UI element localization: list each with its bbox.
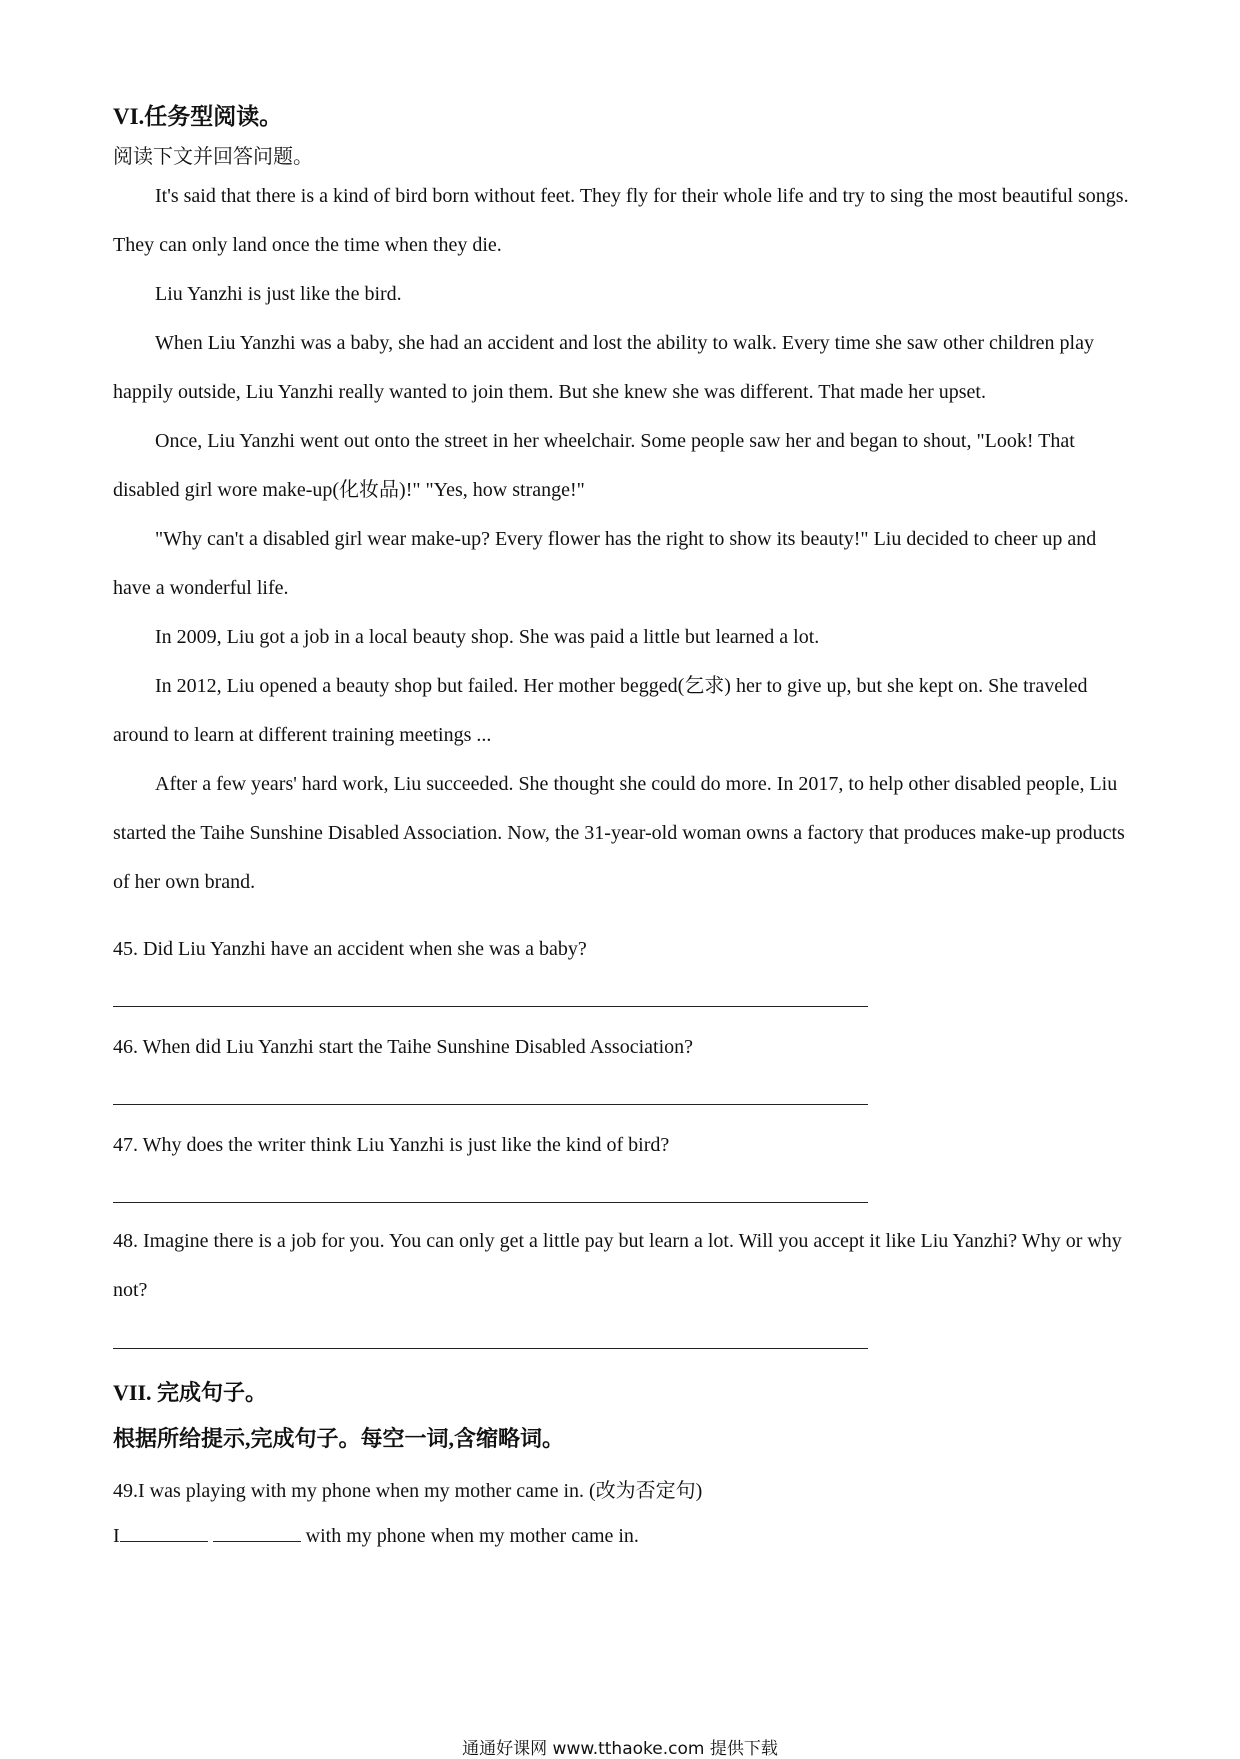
question-46: 46. When did Liu Yanzhi start the Taihe Sunshine Disabled Association?	[113, 1036, 694, 1058]
question-49-prompt: 49.I was playing with my phone when my mother came in. (改为否定句)	[113, 1480, 703, 1502]
answer-line-47[interactable]	[113, 1202, 868, 1203]
passage-paragraph-1: It's said that there is a kind of bird born without feet. They fly for their whole life and try to sing the most beautiful songs. They can only land once the time when they die.	[113, 185, 1129, 256]
answer-end: with my phone when my mother came in.	[300, 1525, 639, 1547]
passage-paragraph-6: In 2009, Liu got a job in a local beauty shop. She was paid a little but learned a lot.	[155, 626, 820, 648]
answer-line-45[interactable]	[113, 1006, 868, 1007]
section-7-title: VII. 完成句子。	[113, 1380, 268, 1405]
passage-paragraph-4: Once, Liu Yanzhi went out onto the street in her wheelchair. Some people saw her and began to shout, "Look! That disabled girl wore make-up(化妆品)!" "Yes, how strange!"	[113, 430, 1075, 501]
passage-paragraph-7: In 2012, Liu opened a beauty shop but failed. Her mother begged(乞求) her to give up, but she kept on. She traveled around to learn at different training meetings ...	[113, 675, 1088, 746]
answer-line-46[interactable]	[113, 1104, 868, 1105]
footer-credit: 通通好课网 www.tthaoke.com 提供下载	[462, 1739, 778, 1759]
question-49-answer-sentence	[113, 1523, 1143, 1548]
answer-line-48[interactable]	[113, 1348, 868, 1349]
passage-paragraph-3: When Liu Yanzhi was a baby, she had an accident and lost the ability to walk. Every time she saw other children play happily outside, Liu Yanzhi really wanted to join them. But she knew she was different. That made her upset.	[113, 332, 1094, 403]
section-7-instruction: 根据所给提示,完成句子。每空一词,含缩略词。	[113, 1426, 565, 1451]
question-47: 47. Why does the writer think Liu Yanzhi is just like the kind of bird?	[113, 1134, 670, 1156]
question-45: 45. Did Liu Yanzhi have an accident when she was a baby?	[113, 938, 587, 960]
passage-paragraph-8: After a few years' hard work, Liu succeeded. She thought she could do more. In 2017, to help other disabled people, Liu started the Taihe Sunshine Disabled Association. Now, the 31-year-old woman owns a factory that produces make-up products of her own brand.	[113, 773, 1125, 893]
answer-start: I	[113, 1525, 120, 1547]
blank-2[interactable]	[213, 1523, 301, 1542]
question-48: 48. Imagine there is a job for you. You can only get a little pay but learn a lot. Will you accept it like Liu Yanzhi? Why or why not?	[113, 1230, 1122, 1301]
passage-paragraph-5: "Why can't a disabled girl wear make-up? Every flower has the right to show its beauty!" Liu decided to cheer up and have a wonderful life.	[113, 528, 1097, 599]
section-6-title: VI.任务型阅读。	[113, 104, 283, 129]
blank-1[interactable]	[120, 1523, 208, 1542]
section-6-instruction: 阅读下文并回答问题。	[113, 146, 313, 168]
passage-paragraph-2: Liu Yanzhi is just like the bird.	[155, 283, 402, 305]
